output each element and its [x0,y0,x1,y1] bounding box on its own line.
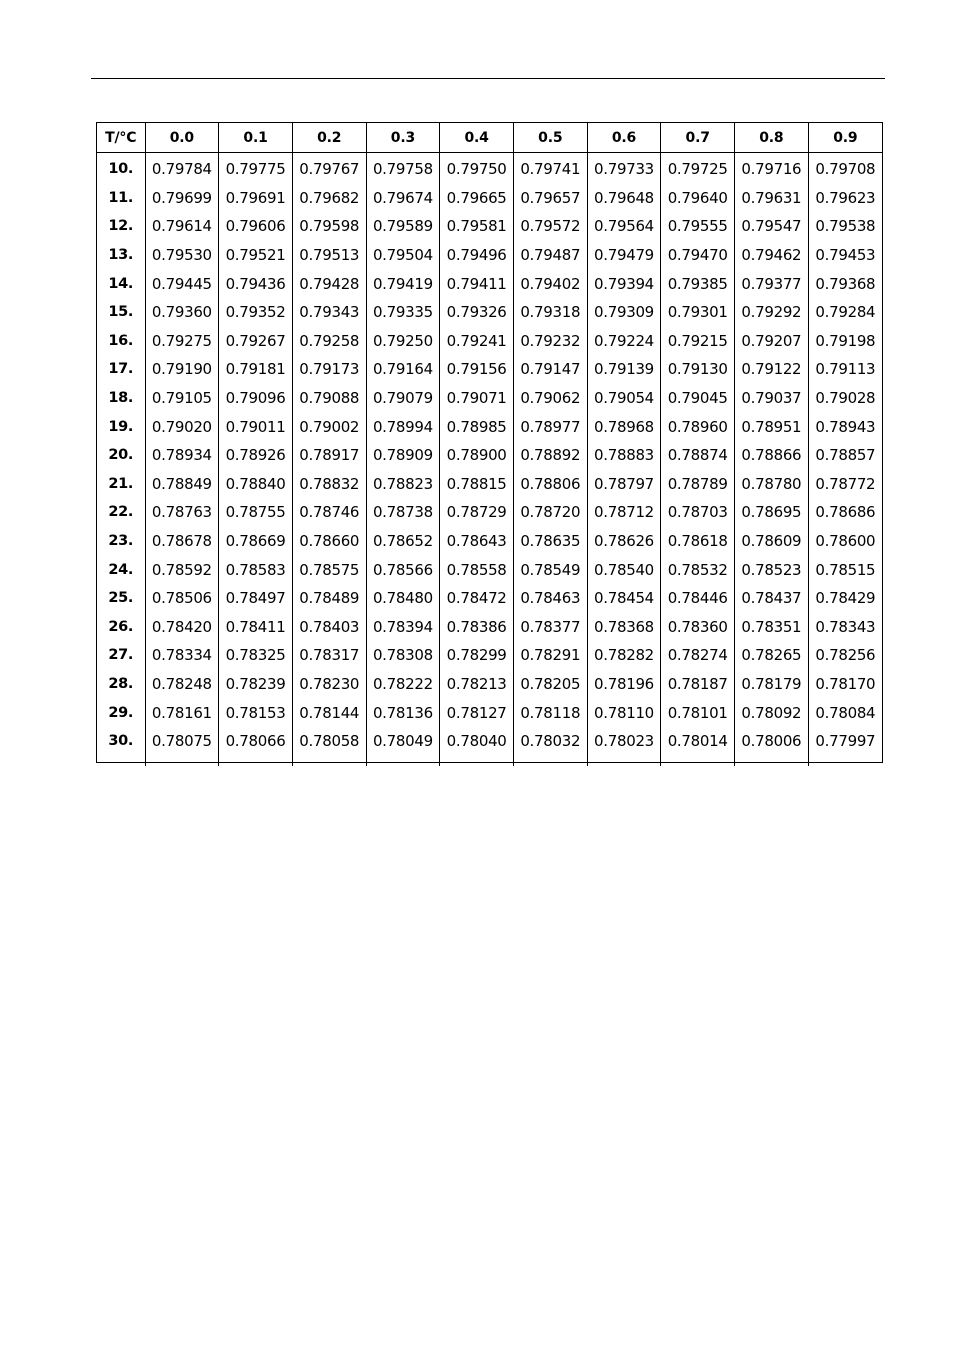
density-cell: 0.79147 [513,355,587,384]
density-cell: 0.78497 [219,584,293,613]
temperature-cell: 27. [97,641,145,670]
density-cell: 0.79445 [145,269,219,298]
table-row [97,184,882,213]
density-cell: 0.78256 [815,646,876,665]
density-cell: 0.79054 [587,384,661,413]
density-cell: 0.79385 [661,269,735,298]
density-cell: 0.78763 [145,498,219,527]
temperature-cell: 20. [97,441,145,470]
density-cell: 0.78960 [661,412,735,441]
density-cell: 0.78325 [219,641,293,670]
density-cell: 0.78437 [735,584,809,613]
density-cell: 0.79530 [145,241,219,270]
density-cell: 0.78977 [513,412,587,441]
density-cell: 0.79156 [440,355,514,384]
density-cell: 0.79665 [440,184,514,213]
density-cell: 0.79292 [735,298,809,327]
density-cell: 0.78480 [366,584,440,613]
spacer-cell [661,755,735,766]
density-cell: 0.79699 [145,184,219,213]
density-cell: 0.78127 [440,698,514,727]
density-cell: 0.79232 [513,327,587,356]
table-row [97,412,882,441]
temperature-cell: 10. [97,153,145,184]
density-cell: 0.78118 [513,698,587,727]
density-cell: 0.78248 [145,670,219,699]
density-cell: 0.79640 [661,184,735,213]
density-cell: 0.79419 [366,269,440,298]
density-cell: 0.78092 [735,698,809,727]
density-cell: 0.78729 [440,498,514,527]
temperature-cell: 23. [97,527,145,556]
density-cell: 0.78110 [587,698,661,727]
density-cell: 0.79631 [735,184,809,213]
table-body [97,153,882,767]
density-cell: 0.78755 [219,498,293,527]
density-cell: 0.78446 [661,584,735,613]
density-cell: 0.78909 [366,441,440,470]
density-cell: 0.79352 [219,298,293,327]
density-cell: 0.78265 [735,641,809,670]
density-cell: 0.79275 [145,327,219,356]
density-cell: 0.79589 [366,212,440,241]
column-header-9: 0.8 [735,123,809,153]
temperature-cell: 19. [97,412,145,441]
density-cell: 0.78377 [513,613,587,642]
density-cell: 0.78411 [219,613,293,642]
temperature-cell: 17. [97,355,145,384]
table-row [97,441,882,470]
density-cell: 0.77997 [815,732,876,751]
density-cell: 0.78161 [145,698,219,727]
density-cell: 0.78985 [440,412,514,441]
density-cell: 0.78144 [292,698,366,727]
table-row [97,498,882,527]
column-header-8: 0.7 [661,123,735,153]
table-row [97,670,882,699]
density-cell: 0.79360 [145,298,219,327]
density-cell: 0.78222 [366,670,440,699]
temperature-cell: 29. [97,698,145,727]
density-cell: 0.79215 [661,327,735,356]
density-cell: 0.78368 [587,613,661,642]
density-cell: 0.79037 [735,384,809,413]
density-cell: 0.79250 [366,327,440,356]
density-cell: 0.79377 [735,269,809,298]
density-cell: 0.78703 [661,498,735,527]
density-cell: 0.79258 [292,327,366,356]
density-cell: 0.79513 [292,241,366,270]
density-cell: 0.78669 [219,527,293,556]
density-cell: 0.78823 [366,470,440,499]
density-cell: 0.78023 [587,727,661,756]
density-cell: 0.78196 [587,670,661,699]
table-row [97,584,882,613]
temperature-cell: 16. [97,327,145,356]
density-cell: 0.78797 [587,470,661,499]
column-header-5: 0.4 [440,123,514,153]
density-cell: 0.79623 [815,188,876,207]
density-cell: 0.78084 [815,703,876,722]
density-cell: 0.78032 [513,727,587,756]
density-cell: 0.79775 [219,153,293,184]
temperature-cell: 14. [97,269,145,298]
density-cell: 0.79436 [219,269,293,298]
table-header-row [97,123,882,153]
density-cell: 0.78643 [440,527,514,556]
column-header-6: 0.5 [513,123,587,153]
density-cell: 0.78780 [735,470,809,499]
density-cell: 0.79411 [440,269,514,298]
density-cell: 0.79547 [735,212,809,241]
density-cell: 0.79521 [219,241,293,270]
density-cell: 0.79733 [587,153,661,184]
density-cell: 0.79767 [292,153,366,184]
density-cell: 0.78230 [292,670,366,699]
temperature-cell: 24. [97,555,145,584]
density-cell: 0.79496 [440,241,514,270]
density-cell: 0.79648 [587,184,661,213]
density-cell: 0.79241 [440,327,514,356]
density-cell: 0.78472 [440,584,514,613]
density-cell: 0.78549 [513,555,587,584]
density-cell: 0.78943 [815,417,876,436]
density-cell: 0.79453 [815,246,876,265]
density-cell: 0.79224 [587,327,661,356]
spacer-cell [292,755,366,766]
density-cell: 0.78394 [366,613,440,642]
density-cell: 0.78892 [513,441,587,470]
density-cell: 0.78968 [587,412,661,441]
density-cell: 0.78049 [366,727,440,756]
density-cell: 0.78532 [661,555,735,584]
density-cell: 0.79164 [366,355,440,384]
temperature-cell: 21. [97,470,145,499]
density-cell: 0.79335 [366,298,440,327]
column-header-temperature: T/°C [97,123,145,153]
density-cell: 0.78832 [292,470,366,499]
density-cell: 0.78066 [219,727,293,756]
density-cell: 0.78609 [735,527,809,556]
density-cell: 0.79470 [661,241,735,270]
density-cell: 0.78136 [366,698,440,727]
density-cell: 0.79309 [587,298,661,327]
density-cell: 0.79462 [735,241,809,270]
density-cell: 0.78489 [292,584,366,613]
density-cell: 0.78515 [815,560,876,579]
density-cell: 0.78308 [366,641,440,670]
density-cell: 0.79045 [661,384,735,413]
density-table [97,123,882,766]
column-header-3: 0.2 [292,123,366,153]
density-cell: 0.78866 [735,441,809,470]
density-cell: 0.78351 [735,613,809,642]
density-cell: 0.78403 [292,613,366,642]
spacer-cell [513,755,587,766]
density-cell: 0.79674 [366,184,440,213]
spacer-cell [735,755,809,766]
temperature-cell: 30. [97,727,145,756]
density-cell: 0.78506 [145,584,219,613]
density-cell: 0.78187 [661,670,735,699]
density-cell: 0.78678 [145,527,219,556]
density-cell: 0.78058 [292,727,366,756]
density-cell: 0.79716 [735,153,809,184]
temperature-cell: 28. [97,670,145,699]
spacer-cell [808,755,882,766]
spacer-cell [97,755,145,766]
density-cell: 0.78772 [815,474,876,493]
density-cell: 0.79402 [513,269,587,298]
density-cell: 0.78926 [219,441,293,470]
table-row [97,241,882,270]
density-cell: 0.78101 [661,698,735,727]
density-cell: 0.79301 [661,298,735,327]
density-cell: 0.78282 [587,641,661,670]
temperature-cell: 12. [97,212,145,241]
density-cell: 0.79682 [292,184,366,213]
density-cell: 0.79657 [513,184,587,213]
density-cell: 0.79428 [292,269,366,298]
density-table-container [96,122,883,763]
header-rule [91,78,885,79]
spacer-cell [440,755,514,766]
density-cell: 0.79088 [292,384,366,413]
density-cell: 0.78454 [587,584,661,613]
density-cell: 0.78540 [587,555,661,584]
temperature-cell: 26. [97,613,145,642]
temperature-cell: 13. [97,241,145,270]
density-cell: 0.78006 [735,727,809,756]
density-cell: 0.78429 [815,589,876,608]
density-cell: 0.79343 [292,298,366,327]
density-cell: 0.79708 [815,160,876,179]
table-row [97,527,882,556]
density-cell: 0.79504 [366,241,440,270]
density-cell: 0.79079 [366,384,440,413]
table-row [97,298,882,327]
table-row [97,613,882,642]
density-cell: 0.79173 [292,355,366,384]
density-cell: 0.78712 [587,498,661,527]
density-cell: 0.79198 [815,331,876,350]
density-cell: 0.78274 [661,641,735,670]
density-cell: 0.78917 [292,441,366,470]
table-row [97,470,882,499]
density-cell: 0.78857 [815,446,876,465]
table-row [97,153,882,184]
density-cell: 0.79368 [815,274,876,293]
density-cell: 0.79784 [145,153,219,184]
table-row [97,727,882,756]
density-cell: 0.79741 [513,153,587,184]
temperature-cell: 22. [97,498,145,527]
density-cell: 0.78040 [440,727,514,756]
density-cell: 0.78334 [145,641,219,670]
density-cell: 0.79581 [440,212,514,241]
table-row [97,212,882,241]
density-cell: 0.78239 [219,670,293,699]
density-cell: 0.78583 [219,555,293,584]
density-cell: 0.78806 [513,470,587,499]
table-row [97,641,882,670]
table-row [97,384,882,413]
temperature-cell: 15. [97,298,145,327]
density-cell: 0.78075 [145,727,219,756]
density-cell: 0.79028 [815,389,876,408]
density-cell: 0.79555 [661,212,735,241]
column-header-7: 0.6 [587,123,661,153]
density-cell: 0.78874 [661,441,735,470]
density-cell: 0.79096 [219,384,293,413]
table-row [97,698,882,727]
table-row [97,555,882,584]
density-cell: 0.78883 [587,441,661,470]
density-cell: 0.78592 [145,555,219,584]
density-cell: 0.78849 [145,470,219,499]
density-cell: 0.78900 [440,441,514,470]
density-cell: 0.79139 [587,355,661,384]
column-header-1: 0.0 [145,123,219,153]
density-cell: 0.79105 [145,384,219,413]
density-cell: 0.79207 [735,327,809,356]
density-cell: 0.79538 [815,217,876,236]
density-cell: 0.78343 [815,617,876,636]
density-cell: 0.79598 [292,212,366,241]
density-cell: 0.79487 [513,241,587,270]
density-cell: 0.79190 [145,355,219,384]
density-cell: 0.79130 [661,355,735,384]
density-cell: 0.78299 [440,641,514,670]
density-cell: 0.78213 [440,670,514,699]
density-cell: 0.78789 [661,470,735,499]
density-cell: 0.78652 [366,527,440,556]
density-cell: 0.78686 [815,503,876,522]
density-cell: 0.78618 [661,527,735,556]
spacer-cell [219,755,293,766]
density-cell: 0.79002 [292,412,366,441]
density-cell: 0.79181 [219,355,293,384]
table-row [97,355,882,384]
spacer-cell [366,755,440,766]
table-row [97,269,882,298]
density-cell: 0.78386 [440,613,514,642]
column-header-2: 0.1 [219,123,293,153]
density-cell: 0.78600 [815,532,876,551]
temperature-cell: 11. [97,184,145,213]
density-cell: 0.79284 [815,303,876,322]
density-cell: 0.78566 [366,555,440,584]
density-cell: 0.78738 [366,498,440,527]
density-cell: 0.79572 [513,212,587,241]
density-cell: 0.79267 [219,327,293,356]
density-cell: 0.78420 [145,613,219,642]
density-cell: 0.78291 [513,641,587,670]
density-cell: 0.78660 [292,527,366,556]
density-cell: 0.78317 [292,641,366,670]
density-cell: 0.79113 [815,360,876,379]
density-cell: 0.78179 [735,670,809,699]
density-cell: 0.78575 [292,555,366,584]
density-cell: 0.78014 [661,727,735,756]
density-cell: 0.79020 [145,412,219,441]
density-cell: 0.78523 [735,555,809,584]
table-row [97,327,882,356]
spacer-cell [145,755,219,766]
density-cell: 0.78695 [735,498,809,527]
density-cell: 0.79564 [587,212,661,241]
column-header-10: 0.9 [808,123,882,153]
density-cell: 0.79318 [513,298,587,327]
temperature-cell: 18. [97,384,145,413]
density-cell: 0.79011 [219,412,293,441]
density-cell: 0.78994 [366,412,440,441]
column-header-4: 0.3 [366,123,440,153]
density-cell: 0.78463 [513,584,587,613]
density-cell: 0.78170 [815,674,876,693]
density-cell: 0.79691 [219,184,293,213]
density-cell: 0.79479 [587,241,661,270]
density-cell: 0.78951 [735,412,809,441]
density-cell: 0.78720 [513,498,587,527]
density-cell: 0.79394 [587,269,661,298]
density-cell: 0.79071 [440,384,514,413]
density-cell: 0.78840 [219,470,293,499]
density-cell: 0.78746 [292,498,366,527]
density-cell: 0.78934 [145,441,219,470]
density-cell: 0.79326 [440,298,514,327]
density-cell: 0.79750 [440,153,514,184]
temperature-cell: 25. [97,584,145,613]
density-cell: 0.78360 [661,613,735,642]
density-cell: 0.78558 [440,555,514,584]
density-cell: 0.78626 [587,527,661,556]
density-cell: 0.78205 [513,670,587,699]
density-cell: 0.79725 [661,153,735,184]
density-cell: 0.79614 [145,212,219,241]
density-cell: 0.78635 [513,527,587,556]
density-cell: 0.79606 [219,212,293,241]
density-cell: 0.78153 [219,698,293,727]
density-cell: 0.79122 [735,355,809,384]
density-cell: 0.79062 [513,384,587,413]
density-cell: 0.79758 [366,153,440,184]
table-spacer-row [97,755,882,766]
spacer-cell [587,755,661,766]
density-cell: 0.78815 [440,470,514,499]
